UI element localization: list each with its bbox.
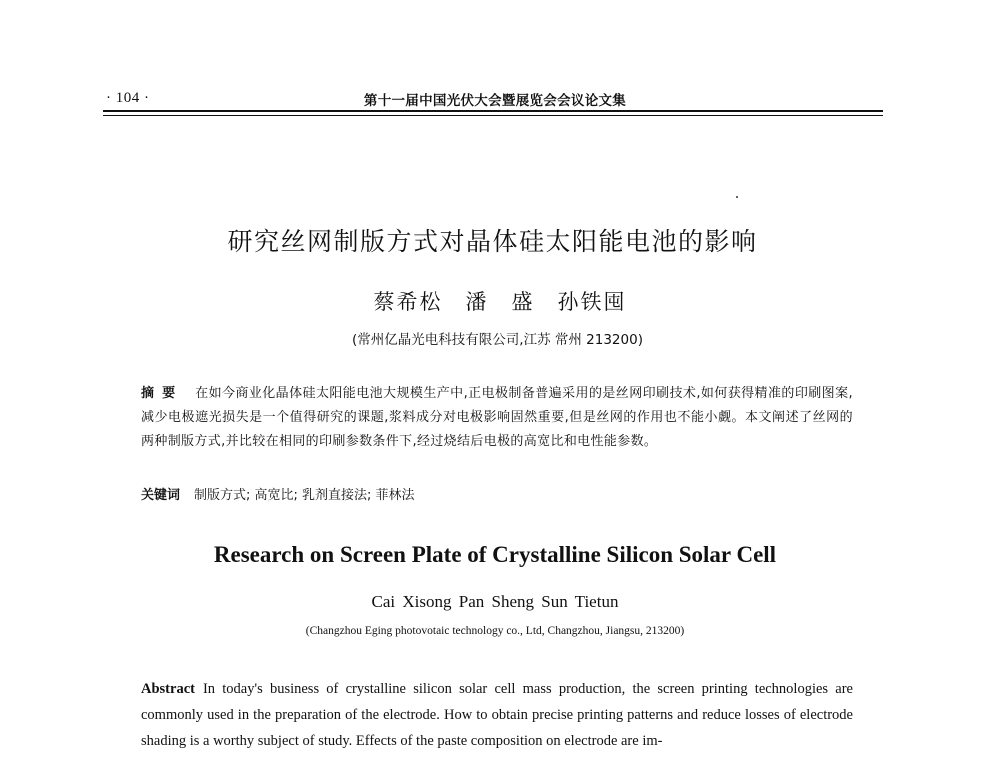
chinese-affiliation: (常州亿晶光电科技有限公司,江苏 常州 213200) xyxy=(352,332,643,348)
chinese-keywords xyxy=(141,484,853,503)
page-number: · 104 · xyxy=(106,90,150,106)
english-authors: Cai Xisong Pan Sheng Sun Tietun xyxy=(371,592,619,611)
header-rule-thick xyxy=(103,110,883,112)
english-title: Research on Screen Plate of Crystalline Silicon Solar Cell xyxy=(213,542,777,567)
english-abstract-label: Abstract xyxy=(141,681,195,697)
scan-speck xyxy=(736,196,738,198)
english-affiliation: (Changzhou Eging photovotaic technology co., Ltd, Changzhou, Jiangsu, 213200) xyxy=(305,625,685,637)
chinese-keywords-label: 关键词 xyxy=(141,488,181,503)
chinese-abstract-label: 摘要 xyxy=(141,386,184,401)
chinese-keywords-text: 制版方式; 高宽比; 乳剂直接法; 菲林法 xyxy=(194,488,415,503)
english-abstract-text: In today's business of crystalline silicon solar cell mass production, the screen printing technologies are commonly used in the preparation of the electrode. How to obtain precise printing patterns and reduce losses of electrode shading is a worthy subject of study. Effects of the paste composition on electrode are im- xyxy=(141,681,853,749)
chinese-title: 研究丝网制版方式对晶体硅太阳能电池的影响 xyxy=(227,227,758,256)
chinese-abstract-text: 在如今商业化晶体硅太阳能电池大规模生产中,正电极制备普遍采用的是丝网印刷技术,如何获得精准的印刷图案,减少电极遮光损失是一个值得研究的课题,浆料成分对电极影响固然重要,但是丝网的作用也不能小觑。本文阐述了丝网的两种制版方式,并比较在相同的印刷参数条件下,经过烧结后电极的高宽比和电性能参数。 xyxy=(141,386,853,449)
chinese-abstract xyxy=(141,382,853,454)
header-rule-thin xyxy=(103,115,883,116)
running-header-title: 第十一届中国光伏大会暨展览会会议论文集 xyxy=(363,93,627,109)
english-abstract xyxy=(141,676,853,754)
chinese-authors: 蔡希松 潘 盛 孙铁囤 xyxy=(373,290,627,314)
